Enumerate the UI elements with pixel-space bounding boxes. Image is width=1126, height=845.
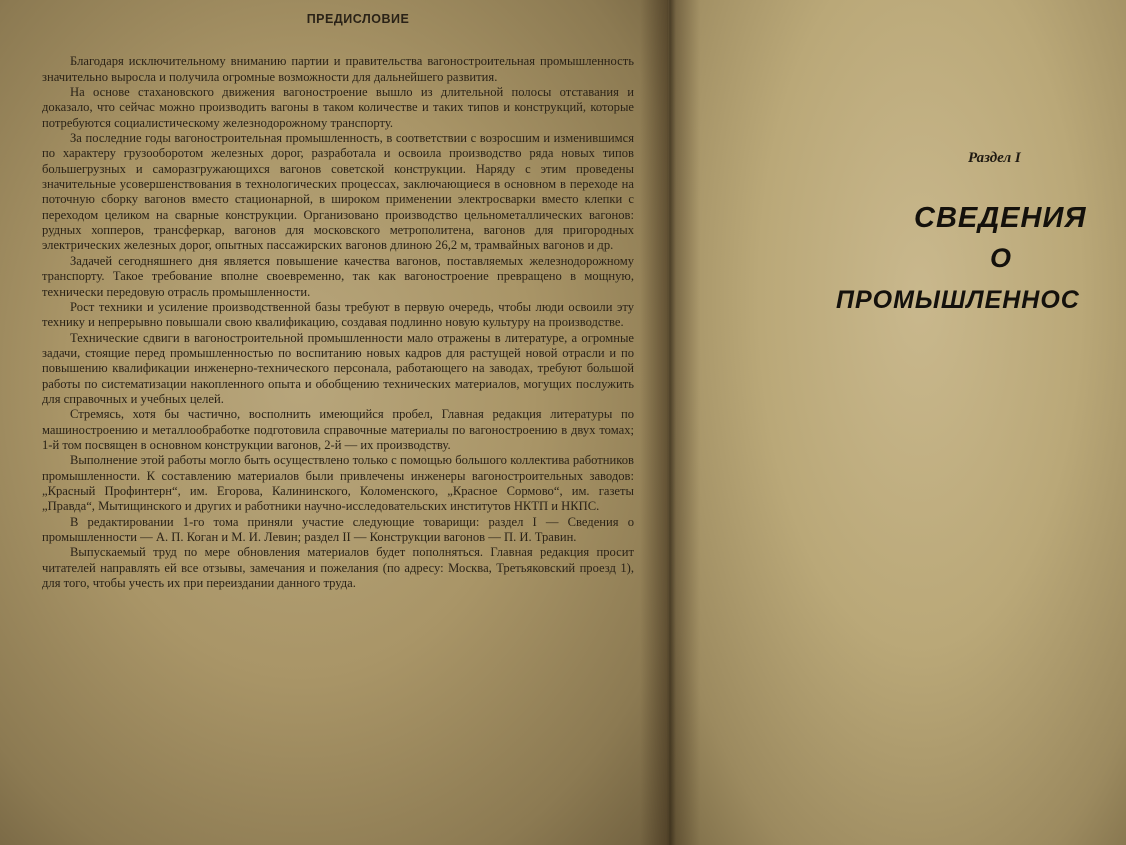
paragraph-5: Рост техники и усиление производственной базы требуют в первую очередь, чтобы люди освоили эту технику и непрерывно повышали свою квалификацию, создавая подлинно новую культуру на производстве.	[42, 299, 634, 330]
paragraph-4: Задачей сегодняшнего дня является повышение качества вагонов, поставляемых железнодорожному транспорту. Такое требование вполне своевременно, так как вагоностроение превращено в мощную, технически передовую отрасль промышленности.	[42, 253, 634, 299]
preface-heading: ПРЕДИСЛОВИЕ	[306, 12, 410, 26]
paragraph-9: В редактировании 1-го тома приняли участие следующие товарищи: раздел I — Сведения о промышленности — А. П. Коган и М. И. Левин; раздел II — Конструкции вагонов — П. И. Травин.	[42, 514, 634, 544]
paragraph-7: Стремясь, хотя бы частично, восполнить имеющийся пробел, Главная редакция литературы по машиностроению и металлообработке подготовила справочные материалы по вагоностроению в двух томах; 1-й том посвящен в основном конструкции вагонов, 2-й — их производству.	[42, 407, 634, 452]
paragraph-8: Выполнение этой работы могло быть осуществлено только с помощью большого коллектива работников промышленности. К составлению материалов были привлечены инженеры вагоностроительных заводов: „Красный Профинтерн“, им. Егорова, Калининского, Коломенского, „Красное Сормово“, им. газеты „Правда“, Мытищинского и других и работники научно-исследовательских институтов НКТП и НКПС.	[42, 453, 634, 514]
paragraph-10: Выпускаемый труд по мере обновления материалов будет пополняться. Главная редакция просит читателей направлять ей все отзывы, замечания и пожелания (по адресу: Москва, Третьяковский проезд 1), для того, чтобы учесть их при переиздании данного труда.	[42, 545, 634, 591]
paragraph-2: На основе стахановского движения вагоностроение вышло из длительной полосы отставания и доказало, что сейчас можно производить вагоны в таком количестве и таких типов и конструкций, которые потребуются социалистическому железнодорожному транспорту.	[42, 85, 634, 130]
right-page	[668, 0, 1126, 845]
section-title-line-1: СВЕДЕНИЯ	[914, 202, 1087, 234]
section-label: Раздел I	[968, 150, 1021, 166]
paragraph-1: Благодаря исключительному вниманию партии и правительства вагоностроительная промышленность значительно выросла и получила огромные возможности для дальнейшего развития.	[42, 54, 634, 84]
paragraph-6: Технические сдвиги в вагоностроительной промышленности мало отражены в литературе, а огромные задачи, стоящие перед промышленностью по воспитанию новых кадров для растущей новой отрасли и по повышению квалификации инженерно-технического персонала, работающего на заводах, требуют большой работы по систематизации накопленного опыта и обобщению технических материалов, могущих послужить для справочных и учебных целей.	[42, 330, 634, 406]
section-title-line-2: О	[990, 243, 1013, 273]
paragraph-3: За последние годы вагоностроительная промышленность, в соответствии с возросшим и изменившимся по характеру грузооборотом железных дорог, разработала и освоила производство ряда новых типов большегрузных и саморазгружающихся вагонов советской конструкции. Наряду с этим проведены значительные усовершенствования в технологических процессах, заключающиеся в основном в переходе на поточную сборку вагонов вместо стационарной, в широком применении электросварки вместо клепки с переходом целиком на сварные конструкции. Организовано производство цельнометаллических вагонов: рудных хопперов, трансферкар, вагонов для московского метрополитена, вагонов для пригородных электрических железных дорог, опытных пассажирских вагонов длиною 26,2 м, трамвайных вагонов и др.	[42, 131, 634, 253]
book-gutter	[640, 0, 700, 845]
preface-text	[42, 12, 634, 591]
section-title-line-3: ПРОМЫШЛЕННОС	[836, 286, 1080, 314]
